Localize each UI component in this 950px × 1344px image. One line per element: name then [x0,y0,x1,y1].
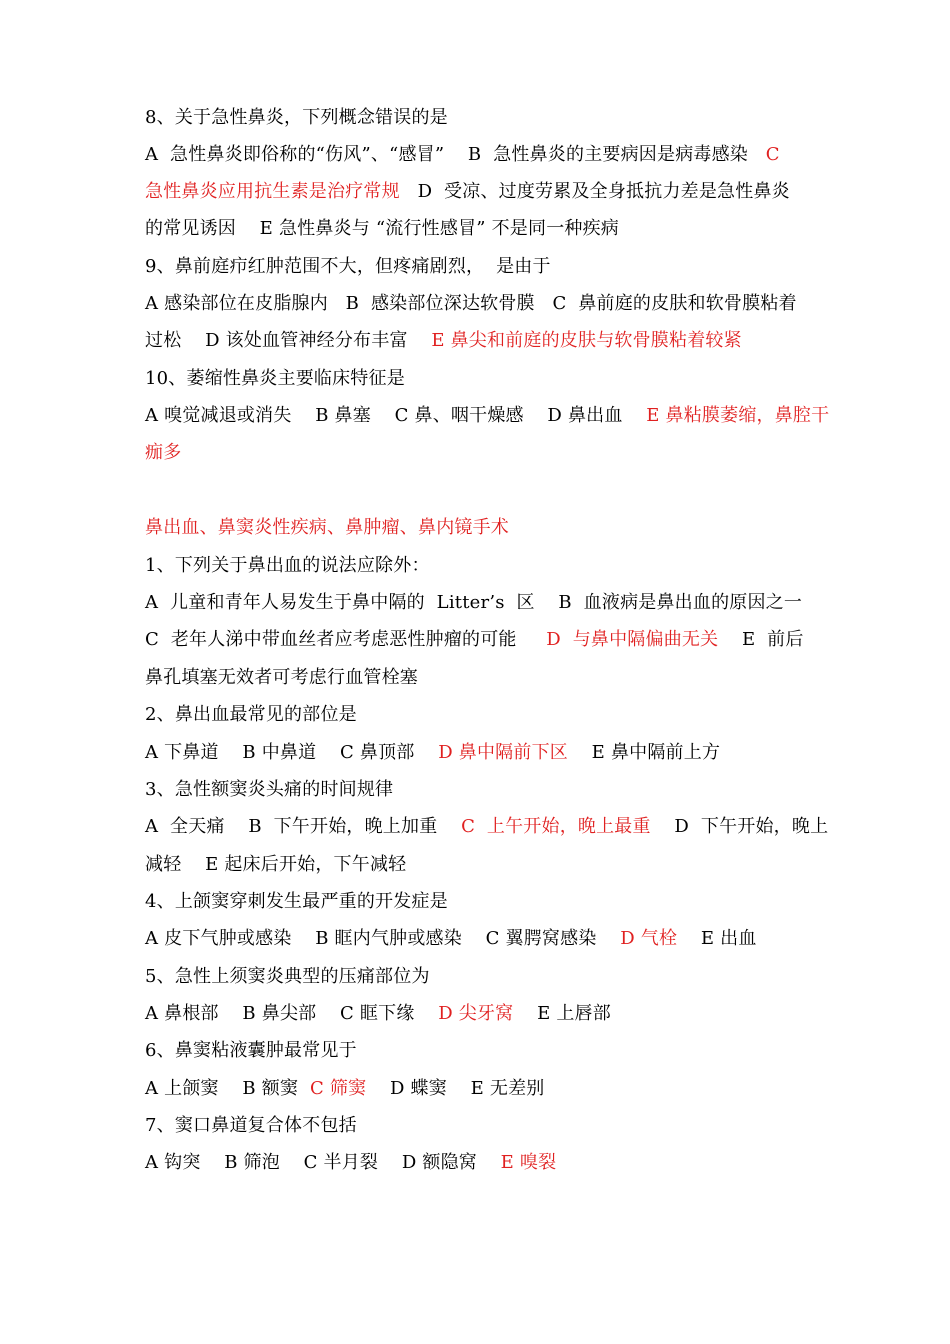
option-text: A 皮下气肿或感染 B 眶内气肿或感染 C 翼腭窝感染 [145,928,621,949]
option-text: A 儿童和青年人易发生于鼻中隔的 Litter’s 区 B 血液病是鼻出血的原因之一 [145,592,803,613]
question-text: 7、窦口鼻道复合体不包括 [145,1115,357,1136]
answer-text: D 与鼻中隔偏曲无关 [546,629,719,650]
answer-text: 急性鼻炎应用抗生素是治疗常规 [145,181,400,202]
answer-text: D 鼻中隔前下区 [438,742,568,763]
question-8-options-line-3 [145,216,619,242]
question-text: 3、急性额窦炎头痛的时间规律 [145,779,394,800]
question-10-options-line-2 [145,440,181,466]
question-8 [145,105,448,131]
answer-text: E 嗅裂 [500,1152,557,1173]
question-9 [145,254,551,280]
option-text: A 急性鼻炎即俗称的“伤风”、“感冒” B 急性鼻炎的主要病因是病毒感染 [145,144,766,165]
question-9-options-line-2 [145,328,742,354]
section-question-3-options-line-2 [145,852,406,878]
option-text: 鼻孔填塞无效者可考虑行血管栓塞 [145,667,418,688]
answer-text: C [765,144,780,165]
option-text: A 钩突 B 筛泡 C 半月裂 D 额隐窝 [145,1152,501,1173]
answer-text: E 鼻粘膜萎缩，鼻腔干 [646,405,830,426]
section-question-1-options-line-1 [145,590,802,616]
question-8-options-line-2 [145,179,790,205]
option-text: D 下午开始，晚上 [650,816,829,837]
answer-text: D 尖牙窝 [438,1003,514,1024]
option-text: E 前后 [718,629,804,650]
question-text: 9、鼻前庭疖红肿范围不大，但疼痛剧烈， 是由于 [145,256,551,277]
question-text: 8、关于急性鼻炎，下列概念错误的是 [145,107,448,128]
answer-text: C 上午开始，晚上最重 [461,816,651,837]
section-question-5 [145,964,430,990]
section-question-5-options [145,1001,611,1027]
option-text: D 蝶窦 E 无差别 [366,1078,545,1099]
section-question-7-options [145,1150,556,1176]
section-question-2 [145,702,357,728]
option-text: A 鼻根部 B 鼻尖部 C 眶下缘 [145,1003,439,1024]
option-text: 过松 D 该处血管神经分布丰富 [145,330,432,351]
answer-text: E 鼻尖和前庭的皮肤与软骨膜粘着较紧 [431,330,742,351]
section-question-3 [145,777,393,803]
section-title: 鼻出血、鼻窦炎性疾病、鼻肿瘤、鼻内镜手术 [145,517,509,538]
option-text: A 感染部位在皮脂腺内 B 感染部位深达软骨膜 C 鼻前庭的皮肤和软骨膜粘着 [145,293,797,314]
section-question-1-options-line-2 [145,627,804,653]
section-question-2-options [145,740,720,766]
question-text: 4、上颌窦穿刺发生最严重的开发症是 [145,891,448,912]
section-question-6 [145,1038,357,1064]
question-text: 2、鼻出血最常见的部位是 [145,704,357,725]
section-question-4 [145,889,448,915]
question-8-options-line-1 [145,142,780,168]
option-text: E 出血 [677,928,757,949]
option-text: E 鼻中隔前上方 [568,742,721,763]
section-question-1 [145,553,430,579]
section-question-7 [145,1113,357,1139]
question-text: 6、鼻窦粘液囊肿最常见于 [145,1040,357,1061]
question-text: 5、急性上须窦炎典型的压痛部位为 [145,966,430,987]
answer-text: C 筛窦 [310,1078,367,1099]
option-text: D 受凉、过度劳累及全身抵抗力差是急性鼻炎 [399,181,790,202]
question-text: 10、萎缩性鼻炎主要临床特征是 [145,368,405,389]
section-question-4-options [145,926,757,952]
option-text: A 下鼻道 B 中鼻道 C 鼻顶部 [145,742,439,763]
option-text: E 上唇部 [513,1003,611,1024]
option-text: C 老年人涕中带血丝者应考虑恶性肿瘤的可能 [145,629,547,650]
option-text: A 全天痛 B 下午开始，晚上加重 [145,816,462,837]
answer-text: 痂多 [145,442,182,463]
section-question-6-options [145,1076,544,1102]
question-9-options-line-1 [145,291,797,317]
answer-text: D 气栓 [620,928,678,949]
option-text: A 嗅觉减退或消失 B 鼻塞 C 鼻、咽干燥感 D 鼻出血 [145,405,647,426]
option-text: A 上颌窦 B 额窦 [145,1078,310,1099]
question-10-options-line-1 [145,403,829,429]
section-question-3-options-line-1 [145,814,828,840]
option-text: 减轻 E 起床后开始，下午减轻 [145,854,407,875]
section-question-1-options-line-3 [145,665,418,691]
question-text: 1、下列关于鼻出血的说法应除外： [145,555,430,576]
option-text: 的常见诱因 E 急性鼻炎与 “流行性感冒” 不是同一种疾病 [145,218,619,239]
question-10 [145,366,405,392]
